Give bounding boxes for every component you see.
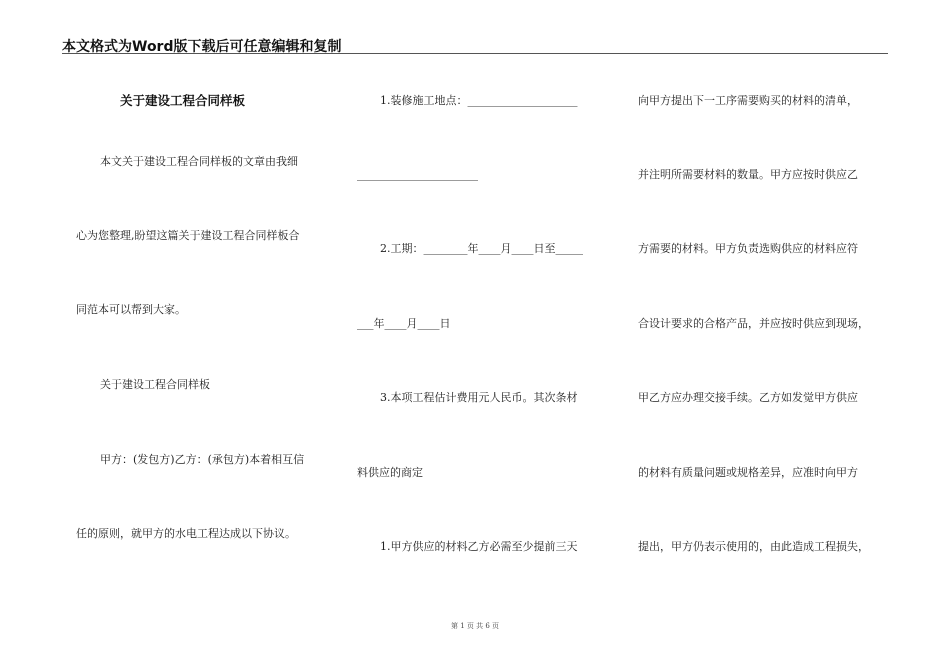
col2-line: 料供应的商定	[357, 466, 423, 479]
col1-line: 甲方：(发包方)乙方：(承包方)本着相互信	[100, 453, 305, 466]
col2-line: 1.甲方供应的材料乙方必需至少提前三天	[380, 540, 578, 553]
col3-line: 提出，甲方仍表示使用的，由此造成工程损失，	[638, 540, 869, 553]
page-number: 第 1 页 共 6 页	[450, 622, 500, 630]
col3-line: 甲乙方应办理交接手续。乙方如发觉甲方供应	[638, 391, 858, 404]
col3-line: 的材料有质量问题或规格差异，应准时向甲方	[638, 466, 858, 479]
col3-line: 合设计要求的合格产品，并应按时供应到现场，	[638, 317, 869, 330]
col2-line: ___年____月____日	[357, 317, 451, 330]
col1-line: 同范本可以帮到大家。	[76, 303, 186, 316]
col2-line: 2.工期：________年____月____日至_____	[380, 242, 583, 255]
col1-line: 关于建设工程合同样板	[100, 378, 210, 391]
col1-line: 心为您整理,盼望这篇关于建设工程合同样板合	[76, 229, 300, 242]
col3-line: 方需要的材料。甲方负责选购供应的材料应符	[638, 242, 858, 255]
header-divider	[62, 53, 888, 54]
col3-line: 并注明所需要材料的数量。甲方应按时供应乙	[638, 168, 858, 181]
col2-line: 3.本项工程估计费用元人民币。其次条材	[380, 391, 578, 404]
col3-line: 向甲方提出下一工序需要购买的材料的清单，	[638, 94, 858, 107]
document-title: 关于建设工程合同样板	[120, 93, 246, 108]
col1-line: 任的原则，就甲方的水电工程达成以下协议。	[76, 527, 296, 540]
col2-line: 1.装修施工地点：____________________	[380, 94, 578, 107]
document-header: 本文格式为Word版下载后可任意编辑和复制	[62, 39, 342, 55]
col1-line: 本文关于建设工程合同样板的文章由我细	[100, 155, 298, 168]
col2-line: ______________________	[357, 168, 478, 181]
